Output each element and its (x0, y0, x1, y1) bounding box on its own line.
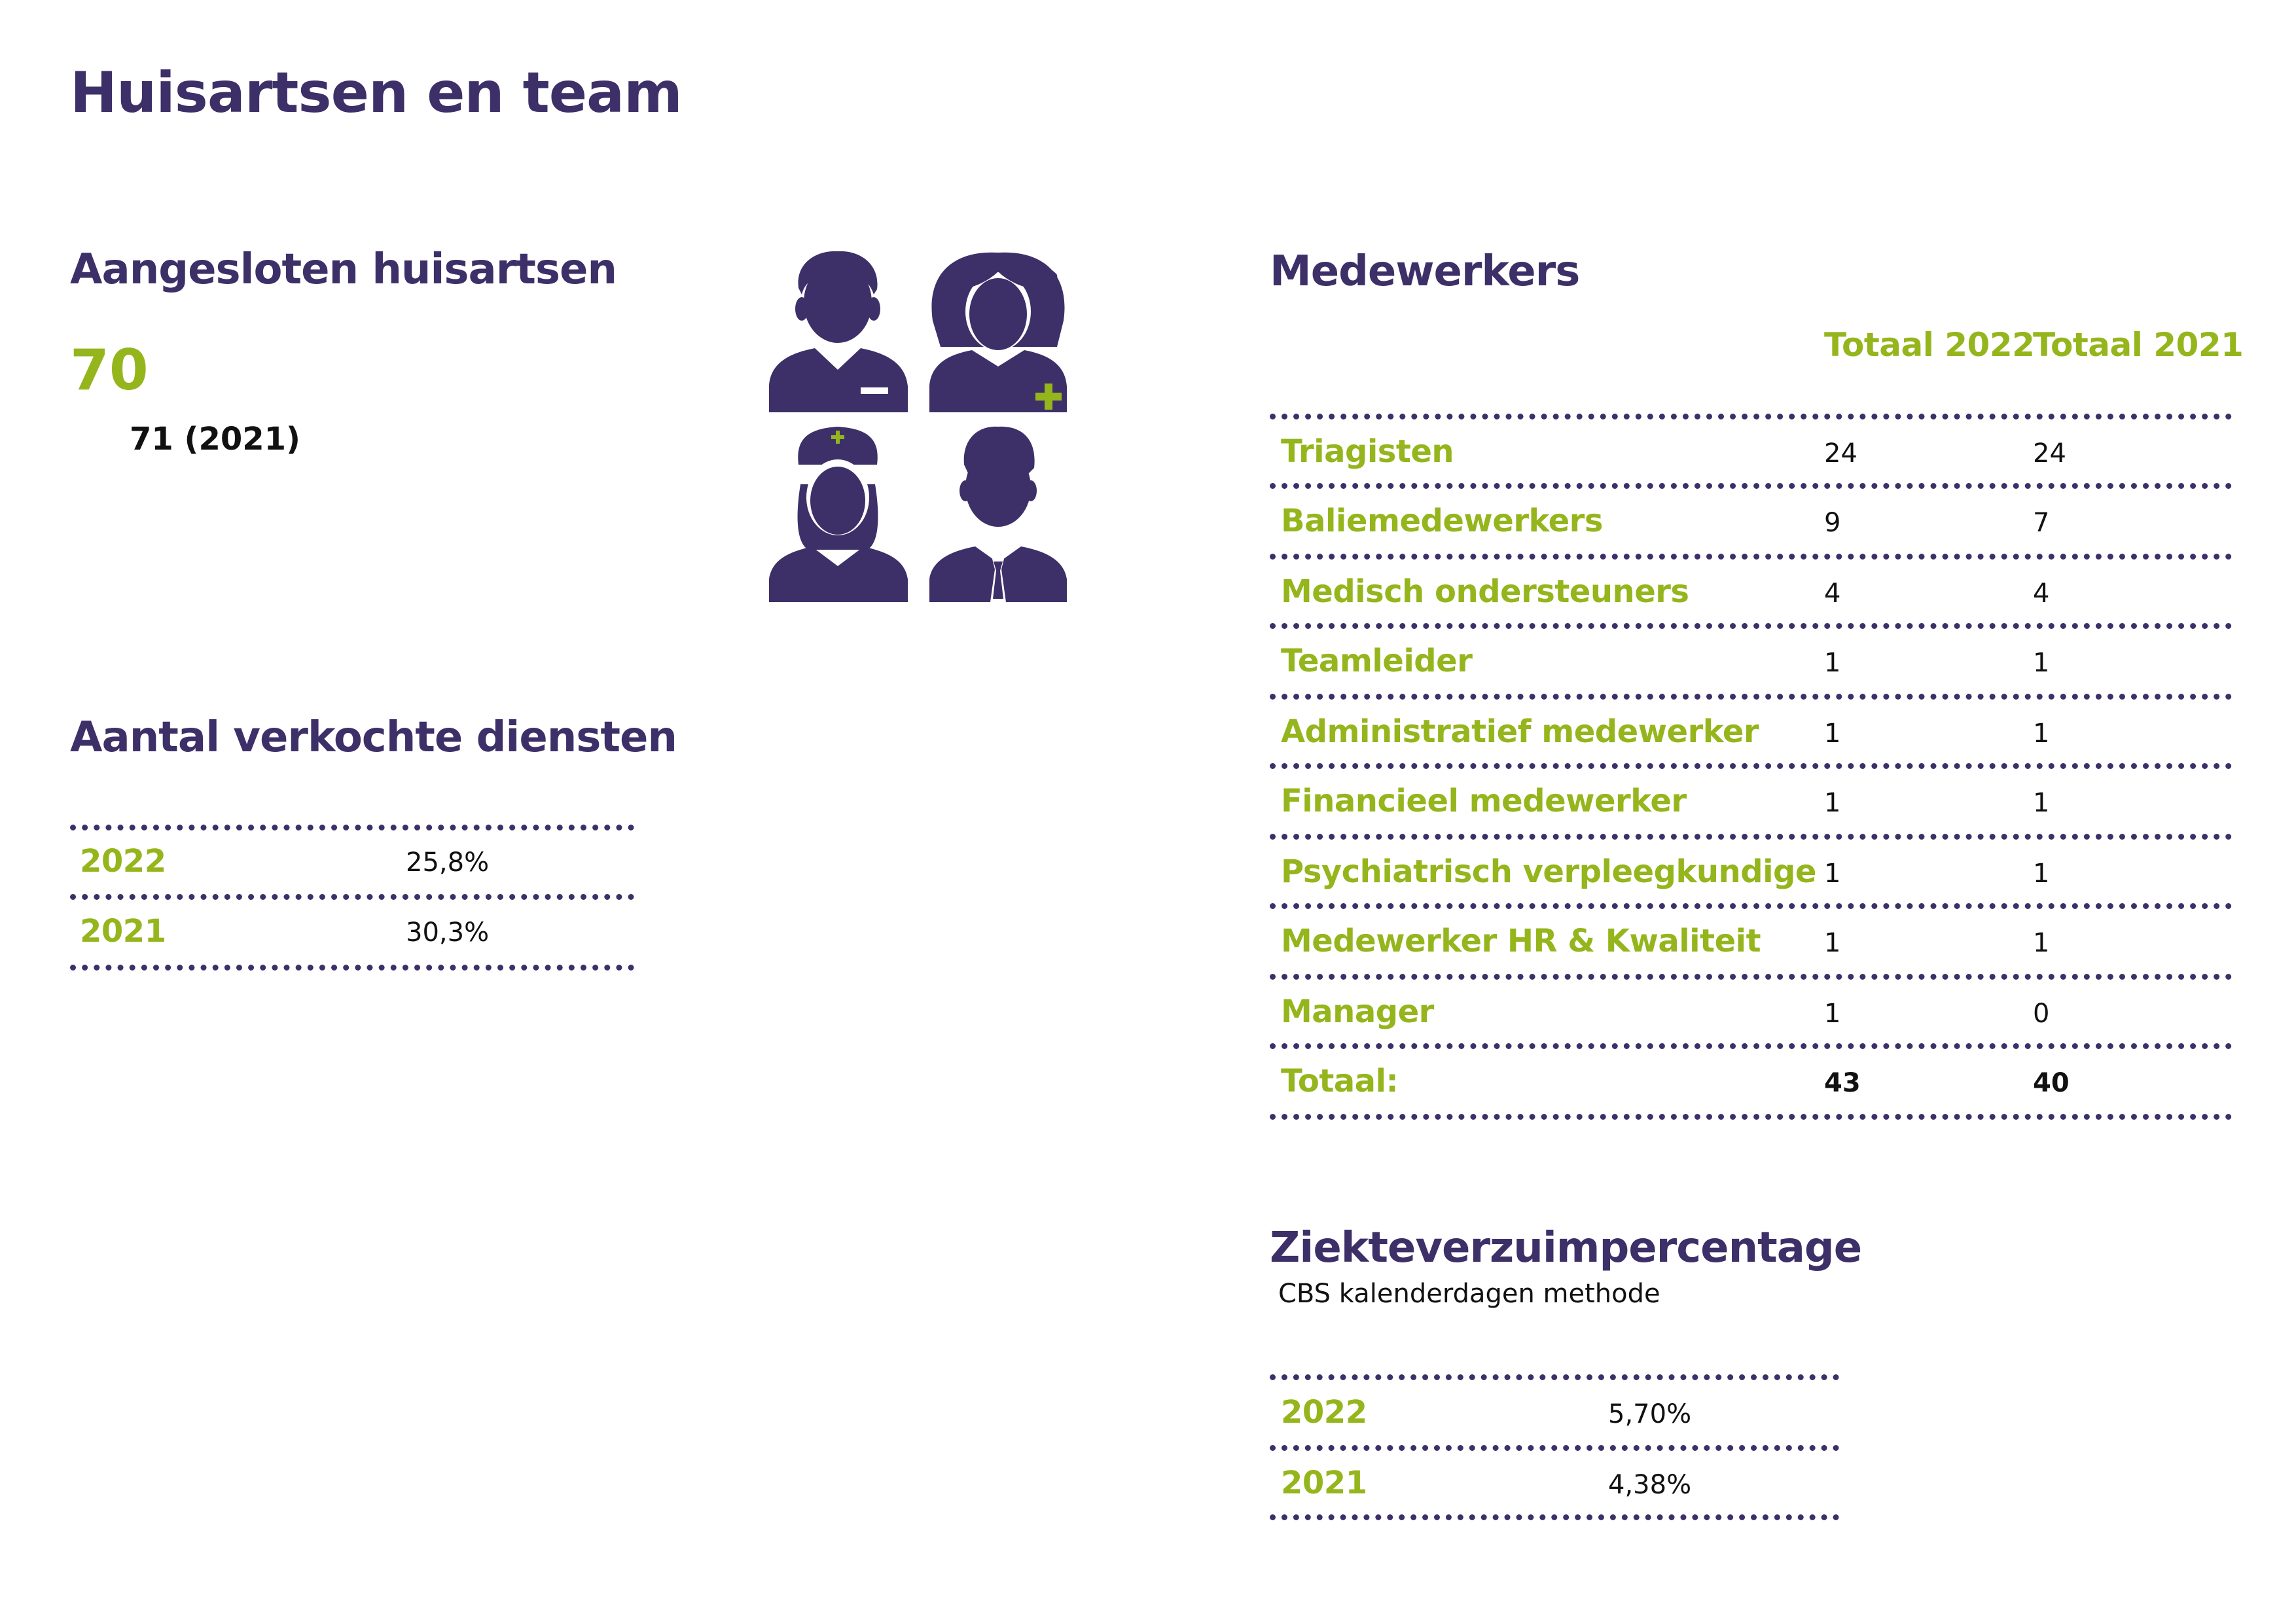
staff-icons (769, 249, 1083, 602)
diensten-value-2022: 25,8% (406, 847, 490, 878)
row-label: Medisch ondersteuners (1281, 573, 1689, 610)
row-value-2021: 1 (2033, 928, 2050, 958)
row-value-2022: 1 (1824, 859, 1841, 889)
row-value-2021: 24 (2033, 438, 2066, 469)
diensten-year-2021: 2021 (80, 913, 166, 950)
female-doctor-icon (929, 253, 1067, 412)
verzuim-year-2021: 2021 (1281, 1465, 1367, 1501)
man-in-suit-icon (929, 427, 1067, 602)
row-value-2022: 1 (1824, 999, 1841, 1029)
diensten-year-2022: 2022 (80, 843, 166, 880)
huisartsen-previous-count: 71 (2021) (130, 421, 300, 457)
divider (70, 825, 634, 830)
column-header-2021: Totaal 2021 (2033, 326, 2244, 364)
divider (1270, 694, 2232, 700)
total-value-2022: 43 (1824, 1068, 1861, 1098)
divider (1270, 623, 2232, 629)
row-value-2021: 0 (2033, 999, 2050, 1029)
row-value-2022: 1 (1824, 928, 1841, 958)
row-value-2022: 1 (1824, 719, 1841, 749)
divider (1270, 974, 2232, 980)
total-label: Totaal: (1281, 1063, 1399, 1099)
row-value-2021: 1 (2033, 788, 2050, 818)
divider (1270, 414, 2232, 419)
diensten-heading: Aantal verkochte diensten (70, 713, 677, 762)
divider (1270, 903, 2232, 909)
divider (1270, 834, 2232, 840)
row-value-2022: 9 (1824, 508, 1841, 538)
verzuim-value-2021: 4,38% (1608, 1470, 1692, 1500)
row-value-2021: 7 (2033, 508, 2050, 538)
divider (1270, 1114, 2232, 1120)
row-label: Medewerker HR & Kwaliteit (1281, 923, 1761, 959)
diensten-value-2021: 30,3% (406, 918, 490, 948)
divider (1270, 1374, 1839, 1380)
divider (1270, 1445, 1839, 1451)
column-header-2022: Totaal 2022 (1824, 326, 2035, 364)
total-value-2021: 40 (2033, 1068, 2070, 1098)
row-value-2021: 1 (2033, 859, 2050, 889)
row-label: Financieel medewerker (1281, 783, 1687, 819)
divider (1270, 763, 2232, 769)
row-value-2021: 4 (2033, 579, 2050, 609)
huisartsen-current-count: 70 (70, 338, 149, 403)
medewerkers-heading: Medewerkers (1270, 247, 1580, 296)
divider (1270, 554, 2232, 560)
verzuim-subheading: CBS kalenderdagen methode (1278, 1279, 1660, 1309)
divider (70, 894, 634, 900)
row-label: Teamleider (1281, 643, 1473, 679)
row-value-2022: 4 (1824, 579, 1841, 609)
page-title: Huisartsen en team (70, 60, 682, 126)
row-value-2022: 24 (1824, 438, 1857, 469)
verzuim-value-2022: 5,70% (1608, 1399, 1692, 1429)
row-label: Administratief medewerker (1281, 713, 1759, 750)
verzuim-heading: Ziekteverzuimpercentage (1270, 1224, 1862, 1272)
row-value-2022: 1 (1824, 788, 1841, 818)
nurse-icon (769, 427, 908, 602)
divider (1270, 483, 2232, 489)
huisartsen-heading: Aangesloten huisartsen (70, 245, 617, 294)
row-label: Triagisten (1281, 433, 1454, 470)
row-value-2021: 1 (2033, 719, 2050, 749)
male-doctor-icon (769, 251, 908, 412)
divider (1270, 1514, 1839, 1520)
row-value-2022: 1 (1824, 648, 1841, 678)
row-value-2021: 1 (2033, 648, 2050, 678)
divider (1270, 1043, 2232, 1049)
row-label: Psychiatrisch verpleegkundige (1281, 853, 1816, 890)
row-label: Manager (1281, 993, 1434, 1030)
divider (70, 965, 634, 971)
row-label: Baliemedewerkers (1281, 503, 1603, 539)
verzuim-year-2022: 2022 (1281, 1394, 1367, 1431)
